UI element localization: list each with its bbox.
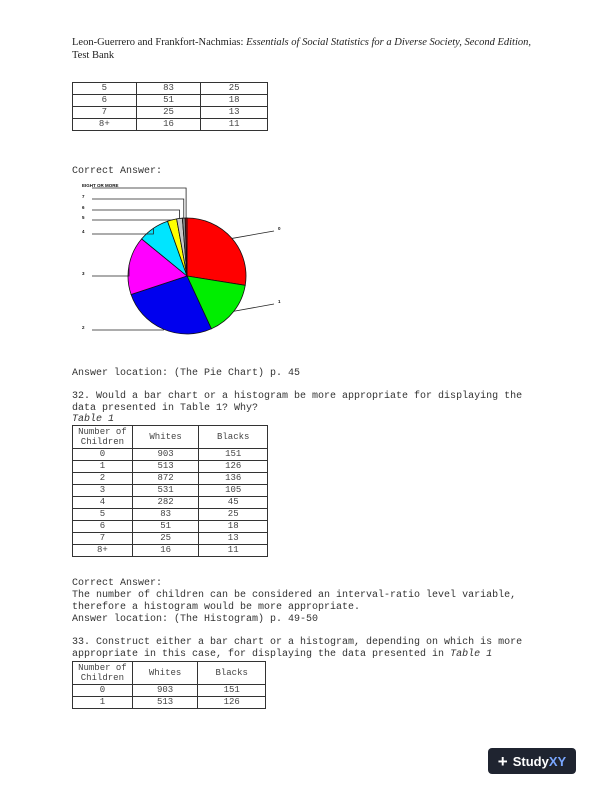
header-whites: Whites (132, 662, 198, 685)
table-row (73, 449, 268, 461)
leader-line (232, 231, 274, 238)
header-book-title: Essentials of Social Statistics for a Diverse Society, Second Edition, (246, 37, 531, 48)
table-cell: 13 (201, 107, 268, 119)
table-cell: 8+ (73, 119, 137, 131)
header-suffix: Test Bank (72, 50, 115, 61)
table-row (73, 83, 268, 95)
header-whites: Whites (132, 426, 199, 449)
table-cell: 531 (132, 485, 199, 497)
leader-line (92, 210, 179, 218)
table-cell: 16 (132, 545, 199, 557)
pie-label: 7 (82, 194, 85, 199)
table-cell: 7 (73, 107, 137, 119)
table-row (73, 697, 266, 709)
table-cell: 126 (199, 461, 268, 473)
table-cell: 513 (132, 461, 199, 473)
table-cell: 11 (201, 119, 268, 131)
answer-location: Answer location: (The Pie Chart) p. 45 (72, 368, 301, 379)
table-cell: 903 (132, 685, 198, 697)
table-cell: 8+ (73, 545, 133, 557)
table-cell: 5 (73, 83, 137, 95)
question-32-line1: 32. Would a bar chart or a histogram be more appropriate for displaying the (72, 391, 523, 402)
header-children: Number of Children (73, 426, 133, 449)
table-cell: 0 (73, 449, 133, 461)
table-row (73, 509, 268, 521)
table-cell: 4 (73, 497, 133, 509)
leader-line (92, 329, 163, 330)
table-row (73, 485, 268, 497)
table-cell: 126 (198, 697, 266, 709)
table-cell: 151 (199, 449, 268, 461)
table-cell: 513 (132, 697, 198, 709)
table-row (73, 533, 268, 545)
question-32-line2: data presented in Table 1? Why? (72, 403, 259, 414)
plus-icon: + (497, 751, 508, 771)
header-children: Number of Children (73, 662, 133, 685)
table-cell: 6 (73, 521, 133, 533)
pie-label: 4 (82, 229, 85, 234)
table-cell: 51 (136, 95, 201, 107)
header-blacks: Blacks (198, 662, 266, 685)
table-row (73, 497, 268, 509)
pie-label: 5 (82, 215, 85, 220)
table-cell: 18 (199, 521, 268, 533)
pie-label: 0 (278, 226, 281, 231)
table-continuation (72, 82, 268, 131)
answer-32-line1: The number of children can be considered an interval-ratio level variable, (72, 590, 517, 601)
table-cell: 25 (132, 533, 199, 545)
answer-32-location: Answer location: (The Histogram) p. 49-50 (72, 614, 319, 625)
header-blacks: Blacks (199, 426, 268, 449)
table-row (73, 521, 268, 533)
pie-label: 2 (82, 325, 85, 330)
table-cell: 83 (136, 83, 201, 95)
table-cell: 3 (73, 485, 133, 497)
table-row (73, 545, 268, 557)
question-33-line1: 33. Construct either a bar chart or a histogram, depending on which is more (72, 637, 523, 648)
pie-label: 1 (278, 299, 281, 304)
table-cell: 25 (136, 107, 201, 119)
question-33-line2: appropriate in this case, for displaying the data presented in Table 1 (72, 649, 493, 660)
table-row (73, 119, 268, 131)
page-header (72, 36, 542, 62)
table-cell: 7 (73, 533, 133, 545)
pie-chart (80, 178, 300, 338)
table-row (73, 95, 268, 107)
table-cell: 282 (132, 497, 199, 509)
leader-line (92, 188, 186, 218)
table-1 (72, 425, 268, 557)
table-cell: 18 (201, 95, 268, 107)
table-1-partial (72, 661, 266, 709)
table-row (73, 461, 268, 473)
pie-label: EIGHT OR MORE (82, 183, 119, 188)
table-cell: 6 (73, 95, 137, 107)
table-cell: 903 (132, 449, 199, 461)
table-caption: Table 1 (72, 414, 115, 425)
pie-slice-0 (187, 218, 246, 285)
studyxy-logo: + Study XY (488, 748, 576, 774)
leader-line (234, 304, 274, 311)
correct-answer-label: Correct Answer: (72, 166, 163, 177)
table-cell: 5 (73, 509, 133, 521)
table-row (73, 685, 266, 697)
table-cell: 0 (73, 685, 133, 697)
table-cell: 2 (73, 473, 133, 485)
table-cell: 83 (132, 509, 199, 521)
table-cell: 151 (198, 685, 266, 697)
table-cell: 16 (136, 119, 201, 131)
table-cell: 872 (132, 473, 199, 485)
table-row (73, 107, 268, 119)
table-cell: 1 (73, 461, 133, 473)
answer-32-line2: therefore a histogram would be more appropriate. (72, 602, 361, 613)
table-cell: 13 (199, 533, 268, 545)
leader-line (92, 228, 153, 234)
table-cell: 51 (132, 521, 199, 533)
pie-label: 3 (82, 271, 85, 276)
leader-line (92, 199, 184, 218)
table-cell: 11 (199, 545, 268, 557)
table-cell: 45 (199, 497, 268, 509)
header-authors: Leon-Guerrero and Frankfort-Nachmias: (72, 37, 244, 48)
table-cell: 25 (201, 83, 268, 95)
pie-label: 6 (82, 205, 85, 210)
leader-line (92, 265, 129, 276)
table-row (73, 473, 268, 485)
table-cell: 136 (199, 473, 268, 485)
correct-answer-label: Correct Answer: (72, 578, 163, 589)
table-cell: 25 (199, 509, 268, 521)
table-cell: 105 (199, 485, 268, 497)
table-cell: 1 (73, 697, 133, 709)
